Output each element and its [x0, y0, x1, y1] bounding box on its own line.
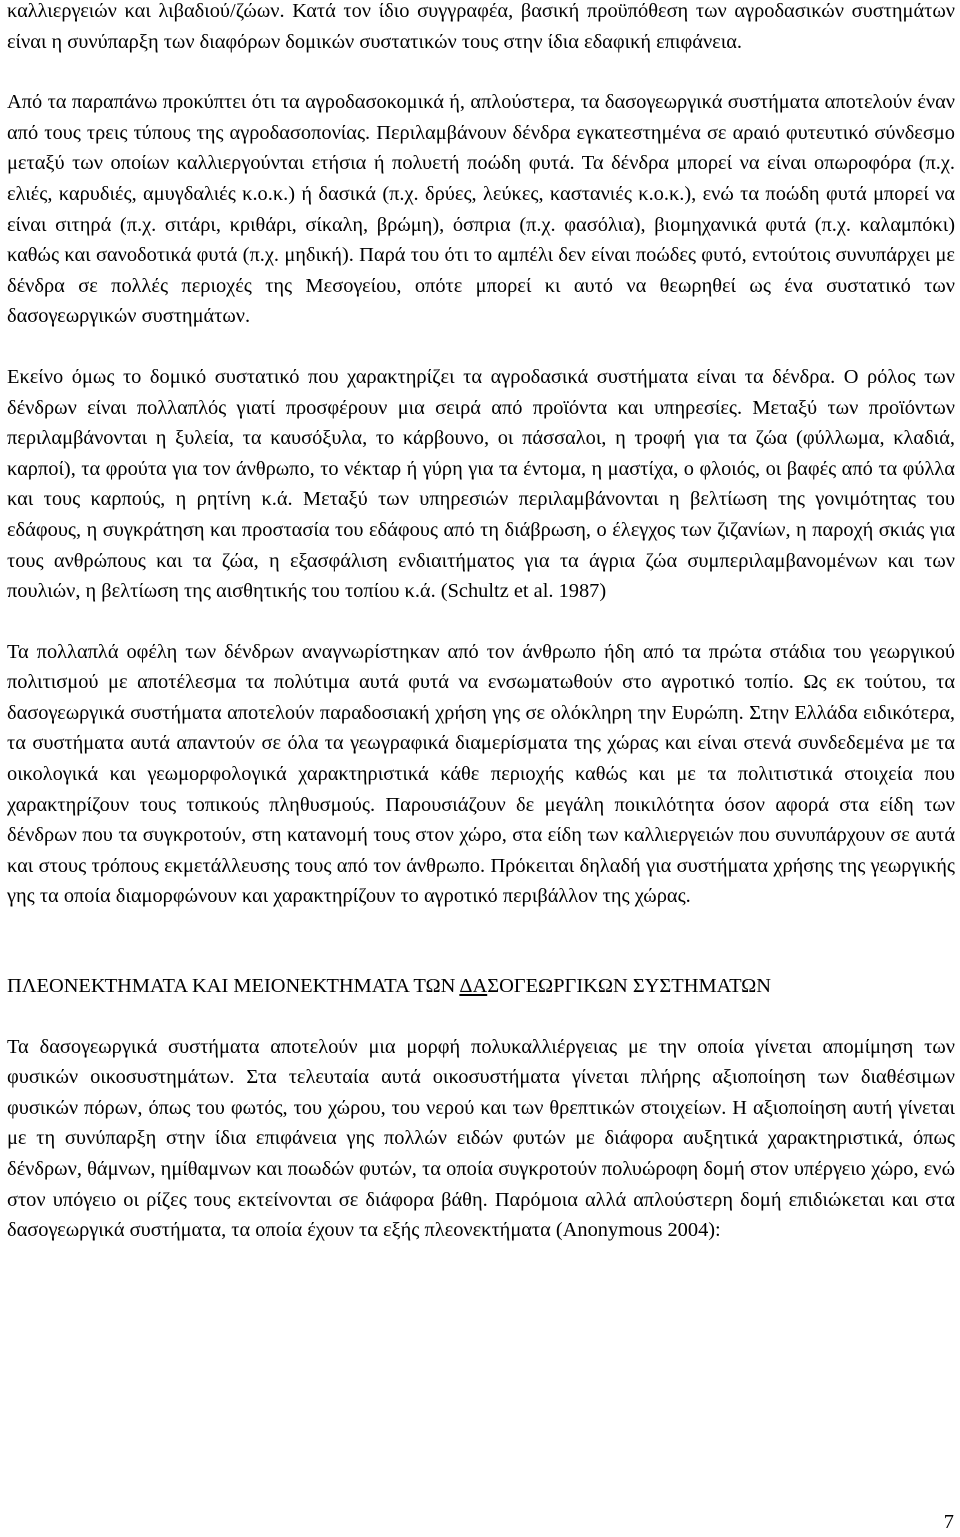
paragraph-agroforestry-systems: Από τα παραπάνω προκύπτει ότι τα αγροδασοκομικά ή, απλούστερα, τα δασογεωργικά συστήματα αποτελούν έναν από τους τρεις τύπους της αγροδασοπονίας. Περιλαμβάνουν δένδρα εγκατεστημένα σε αραιό φυτευτικό σύνδεσμο μεταξύ των οποίων καλλιεργούνται ετήσια ή πολυετή ποώδη φυτά. Τα δένδρα μπορεί να είναι οπωροφόρα (π.χ. ελιές, καρυδιές, αμυγδαλιές κ.ο.κ.) ή δασικά (π.χ. δρύες, λεύκες, καστανιές κ.ο.κ.), ενώ τα ποώδη φυτά μπορεί να είναι σιτηρά (π.χ. σιτάρι, κριθάρι, σίκαλη, βρώμη), όσπρια (π.χ. φασόλια), βιομηχανικά φυτά (π.χ. καλαμπόκι) καθώς και σανοδοτικά φυτά (π.χ. μηδική). Παρά του ότι το αμπέλι δεν είναι ποώδες φυτό, εντούτοις συνυπάρχει με δένδρα σε πολλές περιοχές της Μεσογείου, οπότε μπορεί κι αυτό να θεωρηθεί ως ένα συστατικό των δασογεωργικών συστημάτων. [7, 91, 955, 328]
paragraph-benefits-history: Τα πολλαπλά οφέλη των δένδρων αναγνωρίστηκαν από τον άνθρωπο ήδη από τα πρώτα στάδια του γεωργικού πολιτισμού με αποτέλεσμα τα πολύτιμα αυτά φυτά να ενσωματωθούν στο αγροτικό τοπίο. Ως εκ τούτου, τα δασογεωργικά συστήματα αποτελούν παραδοσιακή χρήση γης σε ολόκληρη την Ευρώπη. Στην Ελλάδα ειδικότερα, τα συστήματα αυτά απαντούν σε όλα τα γεωγραφικά διαμερίσματα της χώρας και είναι στενά συνδεδεμένα με τα οικολογικά και γεωμορφολογικά χαρακτηριστικά κάθε περιοχής καθώς και με τα πολιτιστικά στοιχεία που χαρακτηρίζουν τους τοπικούς πληθυσμούς. Παρουσιάζουν δε μεγάλη ποικιλότητα όσον αφορά στα είδη των δένδρων που τα συγκροτούν, στη κατανομή τους στον χώρο, στα είδη των καλλιεργειών που συνυπάρχουν σε αυτά και στους τρόπους εκμετάλλευσης τους από τον άνθρωπο. Πρόκειται δηλαδή για συστήματα χρήσης της γεωργικής γης τα οποία διαμορφώνουν και χαρακτηρίζουν το αγροτικό περιβάλλον της χώρας. [7, 640, 955, 908]
section-heading-suffix: ΣΟΓΕΩΡΓΙΚΩΝ ΣΥΣΤΗΜΑΤΩΝ [487, 975, 772, 998]
section-heading [7, 971, 955, 1002]
section-heading-underlined: ΔΑ [459, 975, 488, 998]
document-page [7, 0, 955, 1246]
paragraph-role-of-trees: Εκείνο όμως το δομικό συστατικό που χαρακτηρίζει τα αγροδασικά συστήματα είναι τα δένδρα. Ο ρόλος των δένδρων είναι πολλαπλός γιατί προσφέρουν μια σειρά από προϊόντα και υπηρεσίες. Μεταξύ των προϊόντων περιλαμβάνονται η ξυλεία, τα καυσόξυλα, το κάρβουνο, οι πάσσαλοι, η τροφή για τα ζώα (φύλλωμα, κλαδιά, καρποί), τα φρούτα για τον άνθρωπο, το νέκταρ ή γύρη για τα έντομα, η μαστίχα, ο φλοιός, οι βαφές από τα φύλλα και τους καρπούς, η ρητίνη κ.ά. Μεταξύ των υπηρεσιών περιλαμβάνονται η βελτίωση της γονιμότητας του εδάφους, η συγκράτηση και προστασία του εδάφους από τη διάβρωση, ο έλεγχος των ζιζανίων, η παροχή σκιάς για τους ανθρώπους και τα ζώα, η εξασφάλιση ενδιαιτήματος για τα άγρια ζώα συμπεριλαμβανομένων και των πουλιών, η βελτίωση της αισθητικής του τοπίου κ.ά. (Schultz et al. 1987) [7, 365, 955, 603]
paragraph-intro-continuation: καλλιεργειών και λιβαδιού/ζώων. Κατά τον ίδιο συγγραφέα, βασική προϋπόθεση των αγροδασικών συστημάτων είναι η συνύπαρξη των διαφόρων δομικών συστατικών τους στην ίδια εδαφική επιφάνεια. [7, 0, 955, 53]
page-number: 7 [943, 1511, 954, 1533]
paragraph-polyculture: Τα δασογεωργικά συστήματα αποτελούν μια μορφή πολυκαλλιέργειας με την οποία γίνεται απομίμηση των φυσικών οικοσυστημάτων. Στα τελευταία αυτά οικοσυστήματα γίνεται πλήρης αξιοποίηση των διαθέσιμων φυσικών πόρων, όπως του φωτός, του χώρου, του νερού και των θρεπτικών στοιχείων. Η αξιοποίηση αυτή γίνεται με τη συνύπαρξη στην ίδια επιφάνεια γης πολλών ειδών φυτών με διάφορα αυξητικά χαρακτηριστικά, όπως δένδρων, θάμνων, ημίθαμνων και ποωδών φυτών, τα οποία συγκροτούν πολυώροφη δομή στον υπέργειο χώρο, ενώ στον υπόγειο οι ρίζες τους εκτείνονται σε διάφορα βάθη. Παρόμοια αλλά απλούστερη δομή επιδιώκεται και στα δασογεωργικά συστήματα, τα οποία έχουν τα εξής πλεονεκτήματα (Anonymous 2004): [7, 1035, 955, 1242]
section-heading-prefix: ΠΛΕΟΝΕΚΤΗΜΑΤΑ ΚΑΙ ΜΕΙΟΝΕΚΤΗΜΑΤΑ ΤΩΝ [7, 975, 460, 998]
